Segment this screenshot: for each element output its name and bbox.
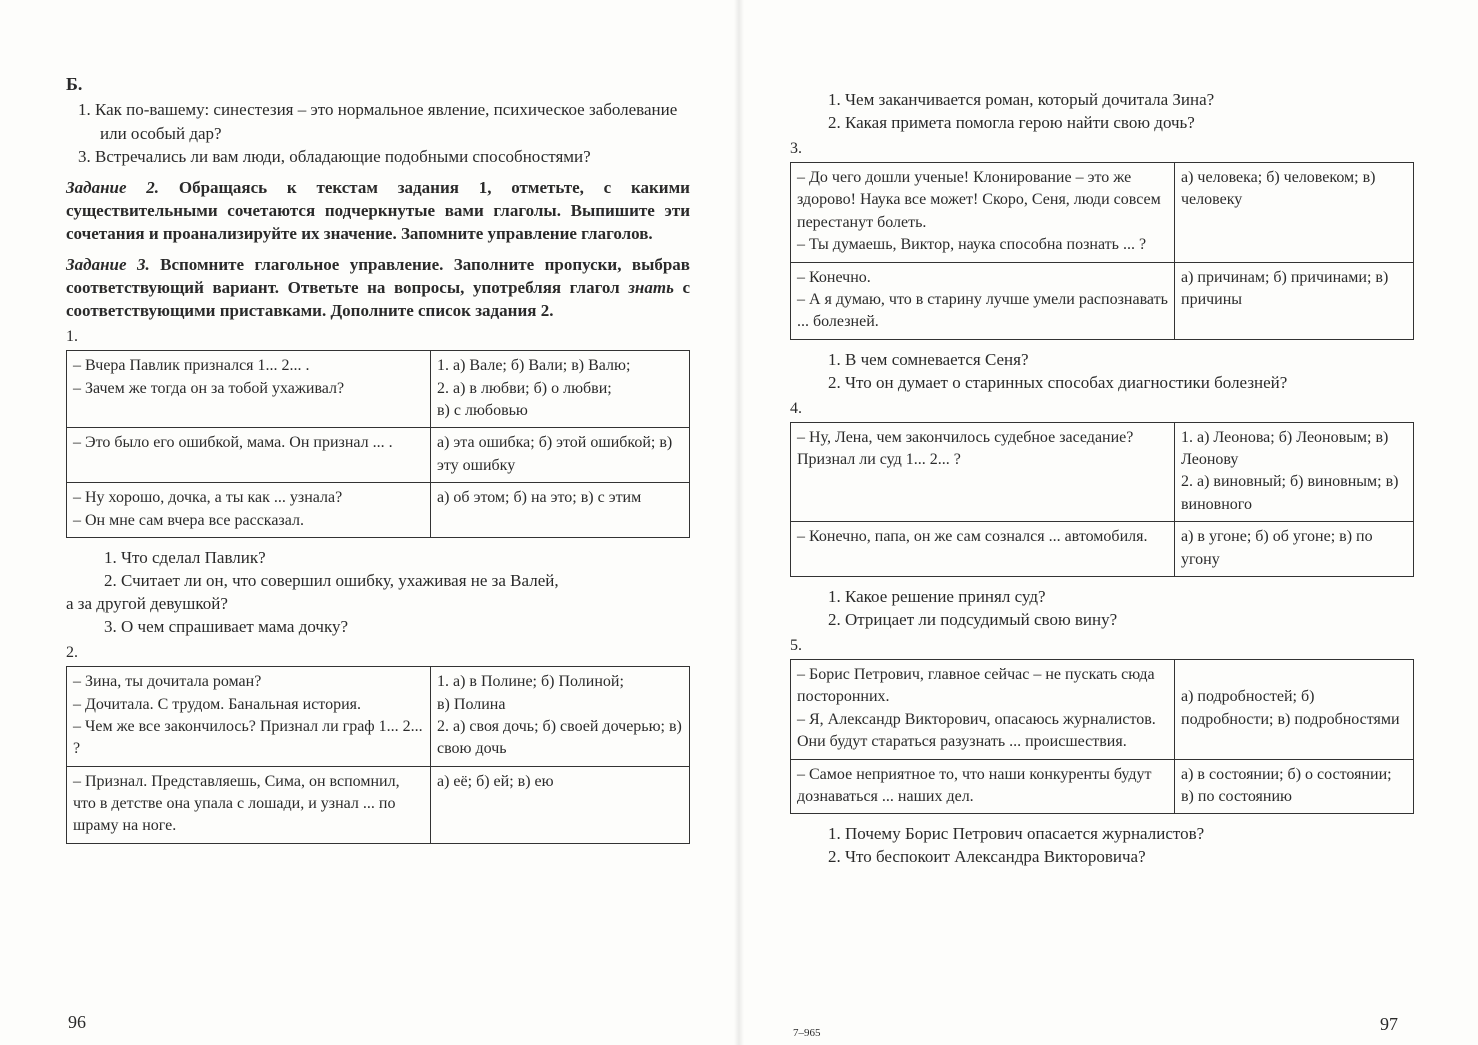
options-cell	[431, 667, 690, 767]
exercise-3-questions	[790, 348, 1414, 394]
option-line: 1. а) в Полине; б) Полиной;	[437, 673, 624, 691]
options-cell	[431, 428, 690, 483]
table-row	[67, 667, 690, 767]
option-line: а) подробностей; б) подробности; в) подробностями	[1181, 688, 1400, 728]
exercise-2-table	[66, 666, 690, 844]
question-line: 1. Какое решение принял суд?	[828, 587, 1046, 607]
table-row	[791, 759, 1414, 814]
section-heading: Б.	[66, 74, 83, 94]
dialog-line: – Ну, Лена, чем закончилось судебное заседание? Признал ли суд 1... 2... ?	[797, 428, 1134, 469]
options-cell	[1175, 659, 1414, 759]
question-line: 1. Чем заканчивается роман, который дочитала Зина?	[828, 90, 1215, 109]
options-cell	[1175, 162, 1414, 262]
task-text: с соответствующими приставками. Дополните список задания 2.	[66, 278, 691, 321]
dialog-cell	[791, 759, 1175, 814]
exercise-number: 2.	[66, 644, 78, 662]
exercise-4-table	[790, 422, 1414, 577]
question: 3. Встречались ли вам люди, обладающие подобными способностями?	[78, 146, 591, 166]
right-page-content	[790, 88, 1414, 869]
option-line: в) с любовью	[437, 401, 528, 419]
option-line: 2. а) в любви; б) о любви;	[437, 379, 612, 397]
task-label: Задание 2.	[66, 177, 160, 197]
question-line: 2. Что он думает о старинных способах диагностики болезней?	[828, 372, 1288, 392]
question-line: 2. Какая примета помогла герою найти свою дочь?	[828, 113, 1195, 133]
dialog-line: – Чем же все закончилось? Признал ли граф 1... 2... ?	[73, 717, 423, 758]
options-cell	[1175, 759, 1414, 814]
task-label: Задание 3.	[66, 255, 150, 275]
table-row	[791, 659, 1414, 759]
dialog-line: – До чего дошли ученые! Клонирование – это же здорово! Наука все может! Скоро, Сеня, люди совсем перестанут болеть.	[797, 168, 1161, 231]
dialog-line: – Дочитала. С трудом. Банальная история.	[73, 695, 361, 713]
page-number: 97	[1380, 1014, 1398, 1034]
right-page	[739, 0, 1478, 1045]
task-2	[66, 176, 690, 245]
exercise-number: 1.	[66, 328, 78, 346]
dialog-cell	[67, 766, 431, 843]
table-row	[791, 162, 1414, 262]
option-line: а) в угоне; б) об угоне; в) по угону	[1181, 528, 1373, 568]
table-row	[791, 422, 1414, 522]
dialog-line: – Конечно.	[797, 268, 871, 286]
option-line: а) её; б) ей; в) ею	[437, 772, 554, 790]
dialog-line: – Конечно, папа, он же сам сознался ... автомобиля.	[797, 528, 1148, 546]
exercise-1-table	[66, 350, 690, 538]
dialog-line: – Борис Петрович, главное сейчас – не пускать сюда посторонних.	[797, 665, 1155, 706]
option-line: а) человека; б) человеком; в) человеку	[1181, 168, 1376, 209]
question-line: 2. Считает ли он, что совершил ошибку, ухаживая не за Валей,	[104, 571, 559, 591]
dialog-line: – Зина, ты дочитала роман?	[73, 673, 262, 691]
left-page-content	[66, 72, 690, 852]
question-line: 2. Что беспокоит Александра Викторовича?	[828, 847, 1146, 867]
option-line: а) в состоянии; б) о состоянии; в) по состоянию	[1181, 765, 1392, 805]
exercise-1-questions	[66, 546, 690, 638]
option-line: в) Полина	[437, 695, 506, 713]
option-line: 1. а) Вале; б) Вали; в) Валю;	[437, 357, 631, 375]
question-line: 1. Почему Борис Петрович опасается журналистов?	[828, 824, 1205, 844]
options-cell	[431, 766, 690, 843]
dialog-line: – Ты думаешь, Виктор, наука способна познать ... ?	[797, 236, 1147, 254]
options-cell	[1175, 522, 1414, 577]
table-row	[67, 351, 690, 428]
page-number: 96	[68, 1012, 86, 1032]
exercise-5-questions	[790, 822, 1414, 868]
exercise-number: 3.	[790, 140, 802, 158]
question-line: 1. Что сделал Павлик?	[104, 547, 266, 567]
dialog-line: – Зачем же тогда он за тобой ухаживал?	[73, 379, 345, 397]
dialog-cell	[791, 659, 1175, 759]
dialog-line: – Самое неприятное то, что наши конкуренты будут дознаваться ... наших дел.	[797, 765, 1152, 805]
task-3	[66, 253, 690, 322]
options-cell	[1175, 422, 1414, 522]
question: 1. Как по-вашему: синестезия – это нормальное явление, психическое заболевание или особый дар?	[78, 100, 678, 143]
option-line: 1. а) Леонова; б) Леоновым; в) Леонову	[1181, 428, 1389, 469]
dialog-cell	[67, 351, 431, 428]
option-line: а) причинам; б) причинами; в) причины	[1181, 268, 1389, 308]
question-line: а за другой девушкой?	[66, 594, 228, 614]
exercise-number: 5.	[790, 637, 802, 655]
dialog-cell	[791, 422, 1175, 522]
table-row	[67, 483, 690, 538]
dialog-cell	[67, 428, 431, 483]
table-row	[791, 262, 1414, 339]
options-cell	[1175, 262, 1414, 339]
task-text: Обращаясь к текстам задания 1, отметьте, с какими существительными сочетаются подчеркнутые вами глаголы. Выпишите эти сочетания и проанализируйте их значение. Запомните управление глаголов.	[66, 177, 690, 244]
task-keyword: знать	[628, 278, 674, 298]
exercise-5-table	[790, 659, 1414, 814]
exercise-4-questions	[790, 585, 1414, 631]
options-cell	[431, 351, 690, 428]
question-line: 2. Отрицает ли подсудимый свою вину?	[828, 610, 1118, 630]
dialog-line: – Признал. Представляешь, Сима, он вспомнил, что в детстве она упала с лошади, и узнал ... по шраму на ноге.	[73, 772, 400, 835]
dialog-line: – Ну хорошо, дочка, а ты как ... узнала?	[73, 489, 343, 507]
dialog-line: – Я, Александр Викторович, опасаюсь журналистов. Они будут стараться разузнать ... происшествия.	[797, 710, 1156, 751]
printer-signature: 7–965	[793, 1027, 821, 1039]
option-line: 2. а) своя дочь; б) своей дочерью; в) свою дочь	[437, 717, 682, 758]
task-text: Вспомните глагольное управление. Заполните пропуски, выбрав соответствующий вариант. Ответьте на вопросы, употребляя глагол	[66, 255, 690, 298]
dialog-cell	[67, 483, 431, 538]
dialog-cell	[791, 162, 1175, 262]
option-line: 2. а) виновный; б) виновным; в) виновного	[1181, 473, 1399, 513]
dialog-cell	[67, 667, 431, 767]
dialog-cell	[791, 522, 1175, 577]
dialog-cell	[791, 262, 1175, 339]
options-cell	[431, 483, 690, 538]
question-line: 3. О чем спрашивает мама дочку?	[104, 617, 349, 637]
exercise-number: 4.	[790, 399, 802, 417]
dialog-line: – Вчера Павлик признался 1... 2... .	[73, 357, 310, 375]
exercise-3-table	[790, 162, 1414, 340]
dialog-line: – Он мне сам вчера все рассказал.	[73, 511, 304, 529]
dialog-line: – Это было его ошибкой, мама. Он признал ... .	[73, 434, 393, 452]
table-row	[67, 766, 690, 843]
table-row	[791, 522, 1414, 577]
question-line: 1. В чем сомневается Сеня?	[828, 349, 1029, 369]
exercise-2-questions	[790, 88, 1414, 134]
dialog-line: – А я думаю, что в старину лучше умели распознавать ... болезней.	[797, 290, 1168, 331]
table-row	[67, 428, 690, 483]
option-line: а) об этом; б) на это; в) с этим	[437, 489, 642, 507]
option-line: а) эта ошибка; б) этой ошибкой; в) эту ошибку	[437, 434, 673, 474]
